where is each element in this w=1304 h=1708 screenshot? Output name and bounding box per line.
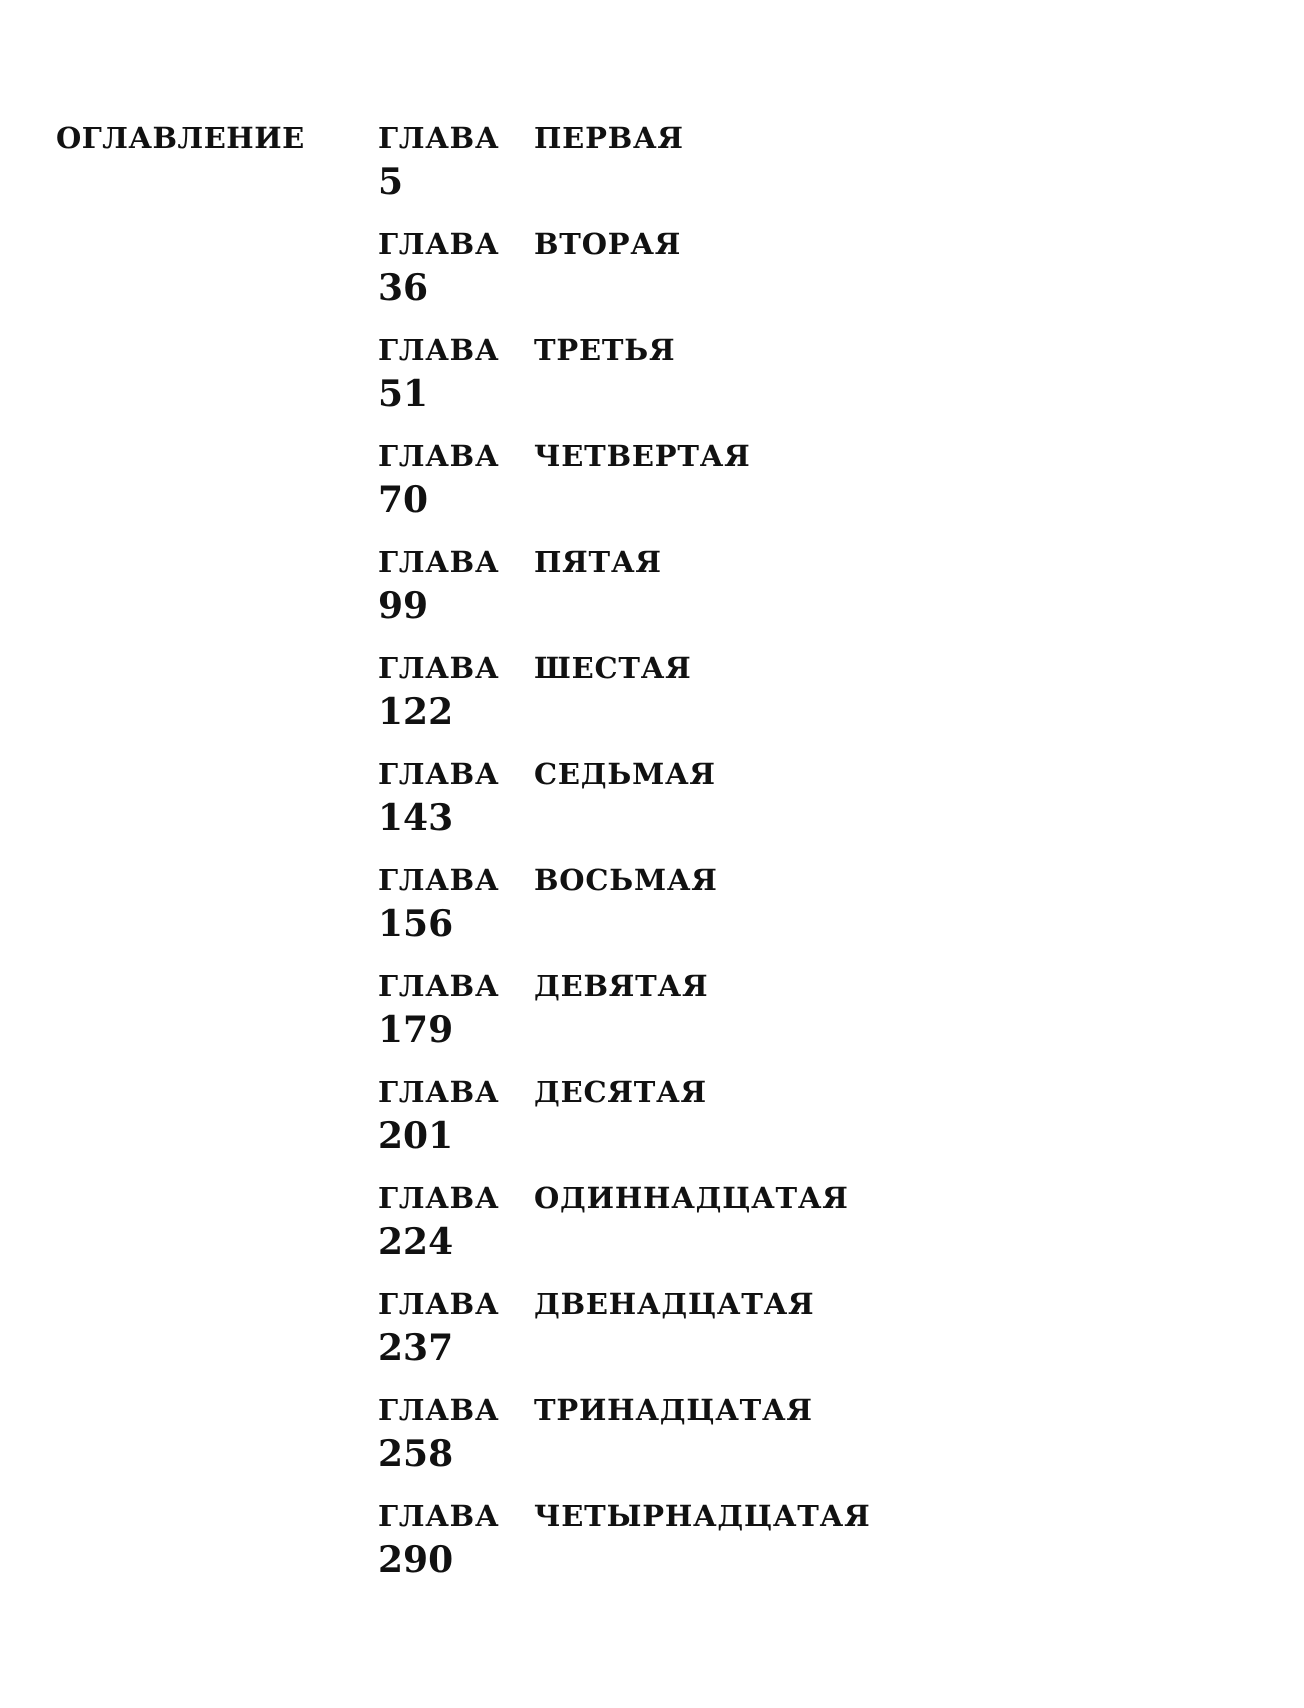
toc-list <box>378 118 870 1602</box>
chapter-ordinal: ЧЕТВЕРТАЯ <box>534 439 751 473</box>
chapter-page-number: 201 <box>378 1115 454 1157</box>
chapter-word: ГЛАВА <box>378 757 500 791</box>
toc-heading: ОГЛАВЛЕНИЕ <box>56 121 305 155</box>
chapter-page-number: 258 <box>378 1433 454 1475</box>
chapter-word: ГЛАВА <box>378 439 500 473</box>
chapter-ordinal: ДЕСЯТАЯ <box>534 1075 707 1109</box>
chapter-page-number: 99 <box>378 585 429 627</box>
toc-entry <box>378 860 870 966</box>
chapter-page-number: 5 <box>378 161 404 203</box>
chapter-title <box>378 542 870 582</box>
chapter-page-number: 237 <box>378 1327 454 1369</box>
chapter-ordinal: ТРЕТЬЯ <box>534 333 676 367</box>
chapter-ordinal: ПЕРВАЯ <box>534 121 684 155</box>
toc-entry <box>378 1072 870 1178</box>
chapter-word: ГЛАВА <box>378 1393 500 1427</box>
chapter-title <box>378 1496 870 1536</box>
toc-entry <box>378 542 870 648</box>
chapter-title <box>378 1284 870 1324</box>
chapter-page-number: 51 <box>378 373 429 415</box>
chapter-word: ГЛАВА <box>378 1287 500 1321</box>
chapter-ordinal: ОДИННАДЦАТАЯ <box>534 1181 849 1215</box>
toc-entry <box>378 966 870 1072</box>
chapter-ordinal: ШЕСТАЯ <box>534 651 692 685</box>
chapter-title <box>378 966 870 1006</box>
chapter-word: ГЛАВА <box>378 333 500 367</box>
chapter-title <box>378 648 870 688</box>
chapter-ordinal: ПЯТАЯ <box>534 545 662 579</box>
toc-entry <box>378 648 870 754</box>
chapter-title <box>378 860 870 900</box>
chapter-title <box>378 1390 870 1430</box>
chapter-title <box>378 118 870 158</box>
chapter-word: ГЛАВА <box>378 651 500 685</box>
chapter-page-number: 70 <box>378 479 429 521</box>
toc-entry <box>378 1178 870 1284</box>
chapter-ordinal: ДВЕНАДЦАТАЯ <box>534 1287 815 1321</box>
chapter-title <box>378 1072 870 1112</box>
chapter-ordinal: СЕДЬМАЯ <box>534 757 716 791</box>
toc-entry <box>378 436 870 542</box>
chapter-word: ГЛАВА <box>378 1075 500 1109</box>
chapter-page-number: 143 <box>378 797 454 839</box>
toc-entry <box>378 224 870 330</box>
toc-entry <box>378 1284 870 1390</box>
toc-entry <box>378 1390 870 1496</box>
toc-entry <box>378 330 870 436</box>
chapter-page-number: 122 <box>378 691 454 733</box>
chapter-word: ГЛАВА <box>378 545 500 579</box>
chapter-title <box>378 224 870 264</box>
toc-entry <box>378 1496 870 1602</box>
chapter-title <box>378 1178 870 1218</box>
chapter-page-number: 224 <box>378 1221 454 1263</box>
chapter-word: ГЛАВА <box>378 1499 500 1533</box>
chapter-title <box>378 436 870 476</box>
chapter-word: ГЛАВА <box>378 863 500 897</box>
chapter-ordinal: ДЕВЯТАЯ <box>534 969 709 1003</box>
chapter-title <box>378 754 870 794</box>
toc-entry <box>378 754 870 860</box>
chapter-ordinal: ВОСЬМАЯ <box>534 863 718 897</box>
chapter-word: ГЛАВА <box>378 1181 500 1215</box>
chapter-ordinal: ЧЕТЫРНАДЦАТАЯ <box>534 1499 871 1533</box>
chapter-word: ГЛАВА <box>378 969 500 1003</box>
chapter-ordinal: ТРИНАДЦАТАЯ <box>534 1393 813 1427</box>
chapter-page-number: 36 <box>378 267 429 309</box>
chapter-word: ГЛАВА <box>378 121 500 155</box>
toc-entry <box>378 118 870 224</box>
chapter-title <box>378 330 870 370</box>
chapter-page-number: 156 <box>378 903 454 945</box>
chapter-word: ГЛАВА <box>378 227 500 261</box>
chapter-page-number: 290 <box>378 1539 454 1581</box>
chapter-page-number: 179 <box>378 1009 454 1051</box>
chapter-ordinal: ВТОРАЯ <box>534 227 682 261</box>
